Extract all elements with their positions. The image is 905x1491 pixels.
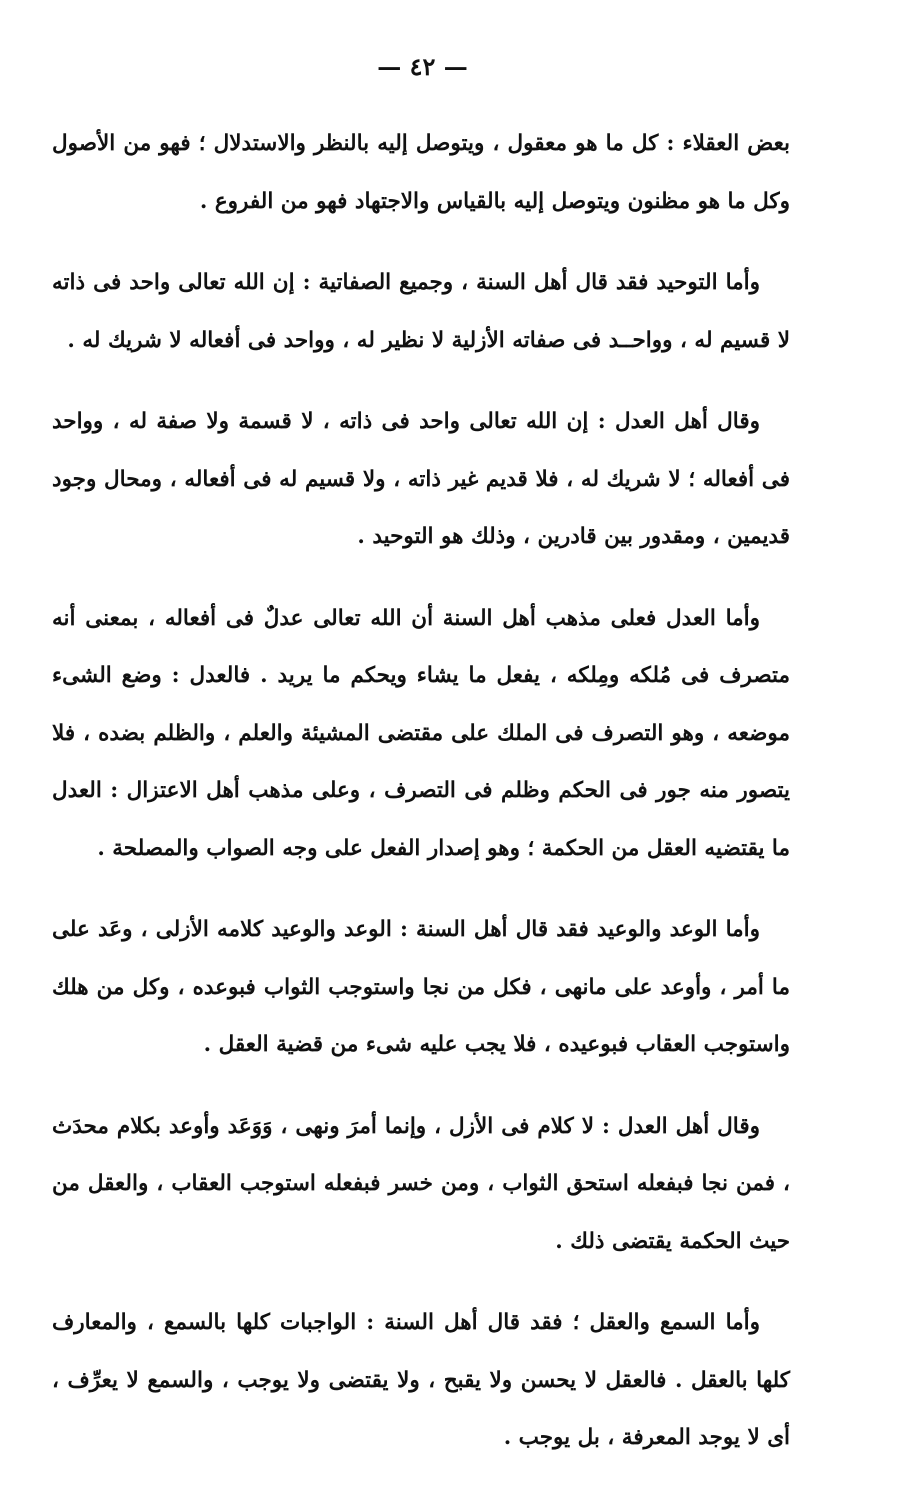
page-number: — ٤٢ — [377,52,468,81]
paragraph-wad-waid-adl: وقال أهل العدل : لا كلام فى الأزل ، وإنما أمرَ ونهى ، وَوَعَد وأوعد بكلام محدَث ، فمن نجا فبفعله استحق الثواب ، ومن خسر فبفعله استوجب العقاب ، والعقل من حيث الحكمة يقتضى ذلك . [52,1113,790,1254]
paragraph-principles: بعض العقلاء : كل ما هو معقول ، ويتوصل إليه بالنظر والاستدلال ؛ فهو من الأصول وكل ما هو مظنون ويتوصل إليه بالقياس والاجتهاد فهو من الفروع . [52,131,790,214]
paragraph-tawhid-sunna: وأما التوحيد فقد قال أهل السنة ، وجميع الصفاتية : إن الله تعالى واحد فى ذاته لا قسيم له ، وواحــد فى صفاته الأزلية لا نظير له ، وواحد فى أفعاله لا شريك له . [52,270,790,353]
paragraph-adl: وأما العدل فعلى مذهب أهل السنة أن الله تعالى عدلٌ فى أفعاله ، بمعنى أنه متصرف فى مُلكه ومِلكه ، يفعل ما يشاء ويحكم ما يريد . فالعدل : وضع الشىء موضعه ، وهو التصرف فى الملك على مقتضى المشيئة والعلم ، والظلم بضده ، فلا يتصور منه جور فى الحكم وظلم فى التصرف ، وعلى مذهب أهل الاعتزال : العدل ما يقتضيه العقل من الحكمة ؛ وهو إصدار الفعل على وجه الصواب والمصلحة . [52,605,790,861]
page-text-body [52,115,790,1491]
paragraph-tawhid-adl: وقال أهل العدل : إن الله تعالى واحد فى ذاته ، لا قسمة ولا صفة له ، وواحد فى أفعاله ؛ لا شريك له ، فلا قديم غير ذاته ، ولا قسيم له فى أفعاله ، ومحال وجود قديمين ، ومقدور بين قادرين ، وذلك هو التوحيد . [52,409,790,549]
paragraph-sam-aql: وأما السمع والعقل ؛ فقد قال أهل السنة : الواجبات كلها بالسمع ، والمعارف كلها بالعقل . فالعقل لا يحسن ولا يقبح ، ولا يقتضى ولا يوجب ، والسمع لا يعرِّف ، أى لا يوجد المعرفة ، بل يوجب . [52,1310,790,1450]
paragraph-wad-waid-sunna: وأما الوعد والوعيد فقد قال أهل السنة : الوعد والوعيد كلامه الأزلى ، وعَد على ما أمر ، وأوعد على مانهى ، فكل من نجا واستوجب الثواب فبوعده ، وكل من هلك واستوجب العقاب فبوعيده ، فلا يجب عليه شىء من قضية العقل . [52,917,790,1057]
